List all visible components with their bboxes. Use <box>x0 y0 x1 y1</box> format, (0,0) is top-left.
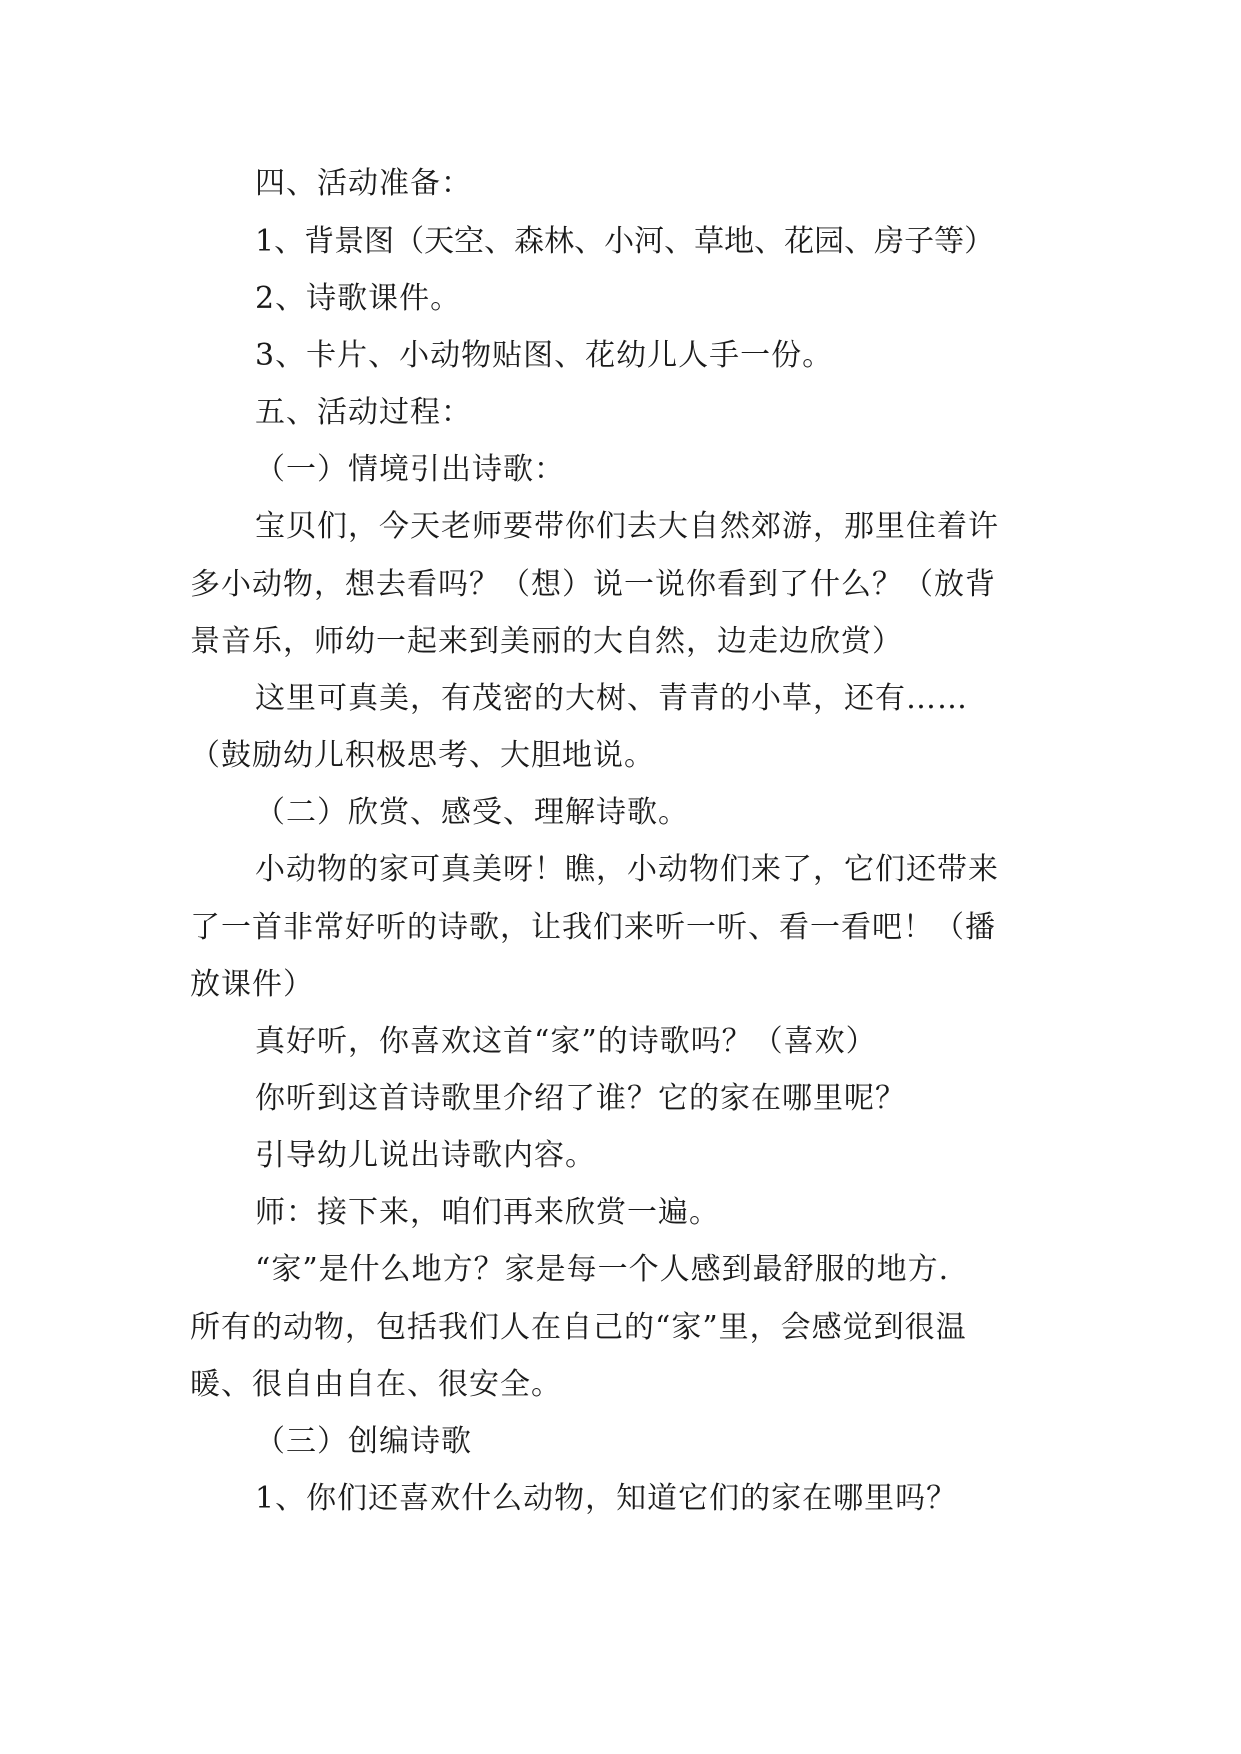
paragraph-line: 你听到这首诗歌里介绍了谁？它的家在哪里呢？ <box>255 1081 906 1116</box>
subheading-1: （一）情境引出诗歌： <box>255 452 565 487</box>
paragraph-line: 景音乐，师幼一起来到美丽的大自然，边走边欣赏） <box>190 624 903 659</box>
paragraph-line: （鼓励幼儿积极思考、大胆地说。 <box>190 738 655 773</box>
paragraph-line: 这里可真美，有茂密的大树、青青的小草，还有…… <box>255 681 968 716</box>
paragraph-line: “家”是什么地方？家是每一个人感到最舒服的地方. <box>255 1252 950 1287</box>
list-item: 1、背景图（天空、森林、小河、草地、花园、房子等） <box>255 224 995 259</box>
paragraph-line: 小动物的家可真美呀！瞧，小动物们来了，它们还带来 <box>255 852 999 887</box>
list-item: 1、你们还喜欢什么动物，知道它们的家在哪里吗？ <box>255 1481 958 1516</box>
subheading-3: （三）创编诗歌 <box>255 1424 472 1459</box>
list-item: 2、诗歌课件。 <box>255 281 462 316</box>
heading-preparation: 四、活动准备： <box>255 166 472 201</box>
paragraph-line: 宝贝们，今天老师要带你们去大自然郊游，那里住着许 <box>255 509 999 544</box>
paragraph-line: 放课件） <box>190 967 314 1002</box>
paragraph-line: 引导幼儿说出诗歌内容。 <box>255 1138 596 1173</box>
subheading-2: （二）欣赏、感受、理解诗歌。 <box>255 795 689 830</box>
paragraph-line: 暖、很自由自在、很安全。 <box>190 1367 562 1402</box>
paragraph-line: 所有的动物，包括我们人在自己的“家”里，会感觉到很温 <box>190 1310 967 1345</box>
paragraph-line: 了一首非常好听的诗歌，让我们来听一听、看一看吧！（播 <box>190 910 996 945</box>
heading-process: 五、活动过程： <box>255 395 472 430</box>
paragraph-line: 真好听，你喜欢这首“家”的诗歌吗？（喜欢） <box>255 1024 877 1059</box>
paragraph-line: 师：接下来，咱们再来欣赏一遍。 <box>255 1195 720 1230</box>
paragraph-line: 多小动物，想去看吗？（想）说一说你看到了什么？（放背 <box>190 567 996 602</box>
list-item: 3、卡片、小动物贴图、花幼儿人手一份。 <box>255 338 834 373</box>
